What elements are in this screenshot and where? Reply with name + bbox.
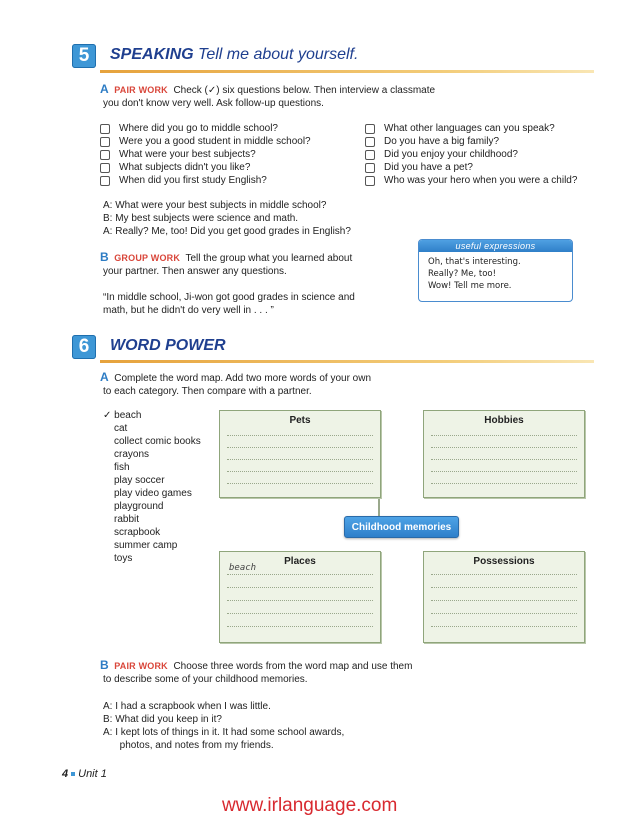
bullet-square-icon (71, 772, 75, 776)
writing-line (431, 459, 577, 460)
page-footer (62, 768, 107, 780)
writing-line (431, 447, 577, 448)
places-title: Places (284, 556, 316, 567)
question-text: When did you first study English? (119, 175, 267, 186)
hobbies-title: Hobbies (484, 415, 524, 426)
s5-part-b-tag: GROUP WORK (114, 253, 181, 263)
s5-dialog (103, 199, 351, 238)
question-item (365, 174, 577, 187)
s6-part-b-letter: B (100, 658, 109, 672)
question-checkbox[interactable] (365, 176, 375, 186)
s6-part-a-instr2: to each category. Then compare with a partner. (103, 386, 312, 397)
question-item (100, 122, 311, 135)
questions-right-list (365, 122, 577, 187)
s5-part-a-instructions (100, 83, 435, 97)
writing-line (227, 459, 373, 460)
writing-line (227, 447, 373, 448)
question-checkbox[interactable] (365, 124, 375, 134)
word-item: rabbit (114, 514, 140, 525)
word-item: play soccer (114, 475, 165, 486)
question-item (100, 161, 311, 174)
s6-part-a-instr1: Complete the word map. Add two more words of your own (114, 373, 372, 384)
section-5-subtitle: Tell me about yourself. (198, 46, 359, 63)
writing-line (431, 600, 577, 601)
useful-expressions-body (419, 252, 572, 292)
writing-line (431, 483, 577, 484)
word-item: crayons (114, 449, 150, 460)
dialog-line: A: I had a scrapbook when I was little. (103, 701, 271, 712)
question-checkbox[interactable] (100, 176, 110, 186)
word-item: cat (114, 423, 128, 434)
section-5-title-main: SPEAKING (110, 46, 194, 63)
watermark-url[interactable]: www.irlanguage.com (222, 795, 398, 816)
pets-title: Pets (289, 415, 311, 426)
writing-line (431, 626, 577, 627)
word-item: toys (114, 553, 133, 564)
question-text: Did you have a pet? (384, 162, 473, 173)
dialog-line: A: What were your best subjects in middle school? (103, 200, 327, 211)
useful-expression: Wow! Tell me more. (428, 281, 512, 291)
places-written-word: beach (229, 563, 257, 573)
pets-box[interactable] (219, 410, 381, 498)
s5-quote-line1: “In middle school, Ji-won got good grades in science and (103, 292, 355, 303)
writing-line (431, 574, 577, 575)
word-list (103, 409, 201, 565)
writing-line (227, 613, 373, 614)
dialog-line: A: I kept lots of things in it. It had some school awards, (103, 727, 345, 738)
word-item: summer camp (114, 540, 178, 551)
question-text: Do you have a big family? (384, 136, 500, 147)
writing-line (227, 574, 373, 575)
places-box[interactable] (219, 551, 381, 643)
section-5-title (110, 46, 358, 64)
question-text: What subjects didn't you like? (119, 162, 251, 173)
word-item: play video games (114, 488, 192, 499)
dialog-line: photos, and notes from my friends. (103, 740, 274, 751)
page-number: 4 (62, 768, 69, 780)
s5-part-b-instr1: Tell the group what you learned about (185, 253, 353, 264)
section-5-rule (100, 70, 594, 73)
question-checkbox[interactable] (100, 150, 110, 160)
s5-part-a-letter: A (100, 82, 109, 96)
writing-line (227, 600, 373, 601)
section-5-number: 5 (72, 44, 96, 68)
possessions-title: Possessions (473, 556, 535, 567)
question-text: Did you enjoy your childhood? (384, 149, 518, 160)
word-item: scrapbook (114, 527, 161, 538)
s6-part-a-instructions (100, 371, 371, 385)
question-text: What were your best subjects? (119, 149, 256, 160)
writing-line (431, 613, 577, 614)
s5-part-a-tag: PAIR WORK (114, 85, 168, 95)
question-item (100, 135, 311, 148)
s5-quote-line2: math, but he didn't do very well in . . . ” (103, 305, 274, 316)
question-text: Who was your hero when you were a child? (384, 175, 578, 186)
dialog-line: B: What did you keep in it? (103, 714, 222, 725)
s5-part-b-instr2: your partner. Then answer any questions. (103, 266, 287, 277)
s5-part-b-letter: B (100, 250, 109, 264)
word-item: ✓ beach (103, 410, 142, 421)
question-item (365, 161, 577, 174)
s6-part-b-tag: PAIR WORK (114, 661, 168, 671)
question-checkbox[interactable] (100, 163, 110, 173)
question-text: Were you a good student in middle school? (119, 136, 311, 147)
writing-line (227, 483, 373, 484)
childhood-memories-label: Childhood memories (344, 516, 459, 538)
word-item: collect comic books (114, 436, 201, 447)
section-6-rule (100, 360, 594, 363)
s5-part-a-instr1: Check (✓) six questions below. Then interview a classmate (173, 85, 436, 96)
s6-part-b-instr1: Choose three words from the word map and use them (173, 661, 413, 672)
writing-line (431, 471, 577, 472)
word-item: playground (114, 501, 164, 512)
section-6-title: WORD POWER (110, 337, 226, 354)
s6-part-b-instr2: to describe some of your childhood memories. (103, 674, 308, 685)
question-item (100, 174, 311, 187)
writing-line (227, 587, 373, 588)
s5-part-b-instructions (100, 251, 352, 265)
useful-expression: Really? Me, too! (428, 269, 497, 279)
writing-line (431, 587, 577, 588)
question-checkbox[interactable] (100, 137, 110, 147)
useful-expressions-box (418, 239, 573, 302)
writing-line (227, 626, 373, 627)
writing-line (227, 471, 373, 472)
question-item (365, 148, 577, 161)
section-6-number: 6 (72, 335, 96, 359)
question-item (365, 135, 577, 148)
question-checkbox[interactable] (365, 137, 375, 147)
writing-line (431, 435, 577, 436)
question-checkbox[interactable] (100, 124, 110, 134)
dialog-line: A: Really? Me, too! Did you get good grades in English? (103, 226, 351, 237)
possessions-box[interactable] (423, 551, 585, 643)
s5-part-a-instr2: you don't know very well. Ask follow-up questions. (103, 98, 324, 109)
s6-part-b-instructions (100, 659, 412, 673)
question-item (365, 122, 577, 135)
question-text: Where did you go to middle school? (119, 123, 278, 134)
writing-line (227, 435, 373, 436)
useful-expressions-header: useful expressions (419, 240, 572, 252)
s6-dialog (103, 700, 344, 752)
question-checkbox[interactable] (365, 163, 375, 173)
word-item: fish (114, 462, 130, 473)
question-item (100, 148, 311, 161)
unit-label: Unit 1 (78, 768, 107, 780)
useful-expression: Oh, that's interesting. (428, 257, 521, 267)
hobbies-box[interactable] (423, 410, 585, 498)
dialog-line: B: My best subjects were science and math. (103, 213, 299, 224)
question-checkbox[interactable] (365, 150, 375, 160)
s6-part-a-letter: A (100, 370, 109, 384)
question-text: What other languages can you speak? (384, 123, 555, 134)
questions-left-list (100, 122, 311, 187)
